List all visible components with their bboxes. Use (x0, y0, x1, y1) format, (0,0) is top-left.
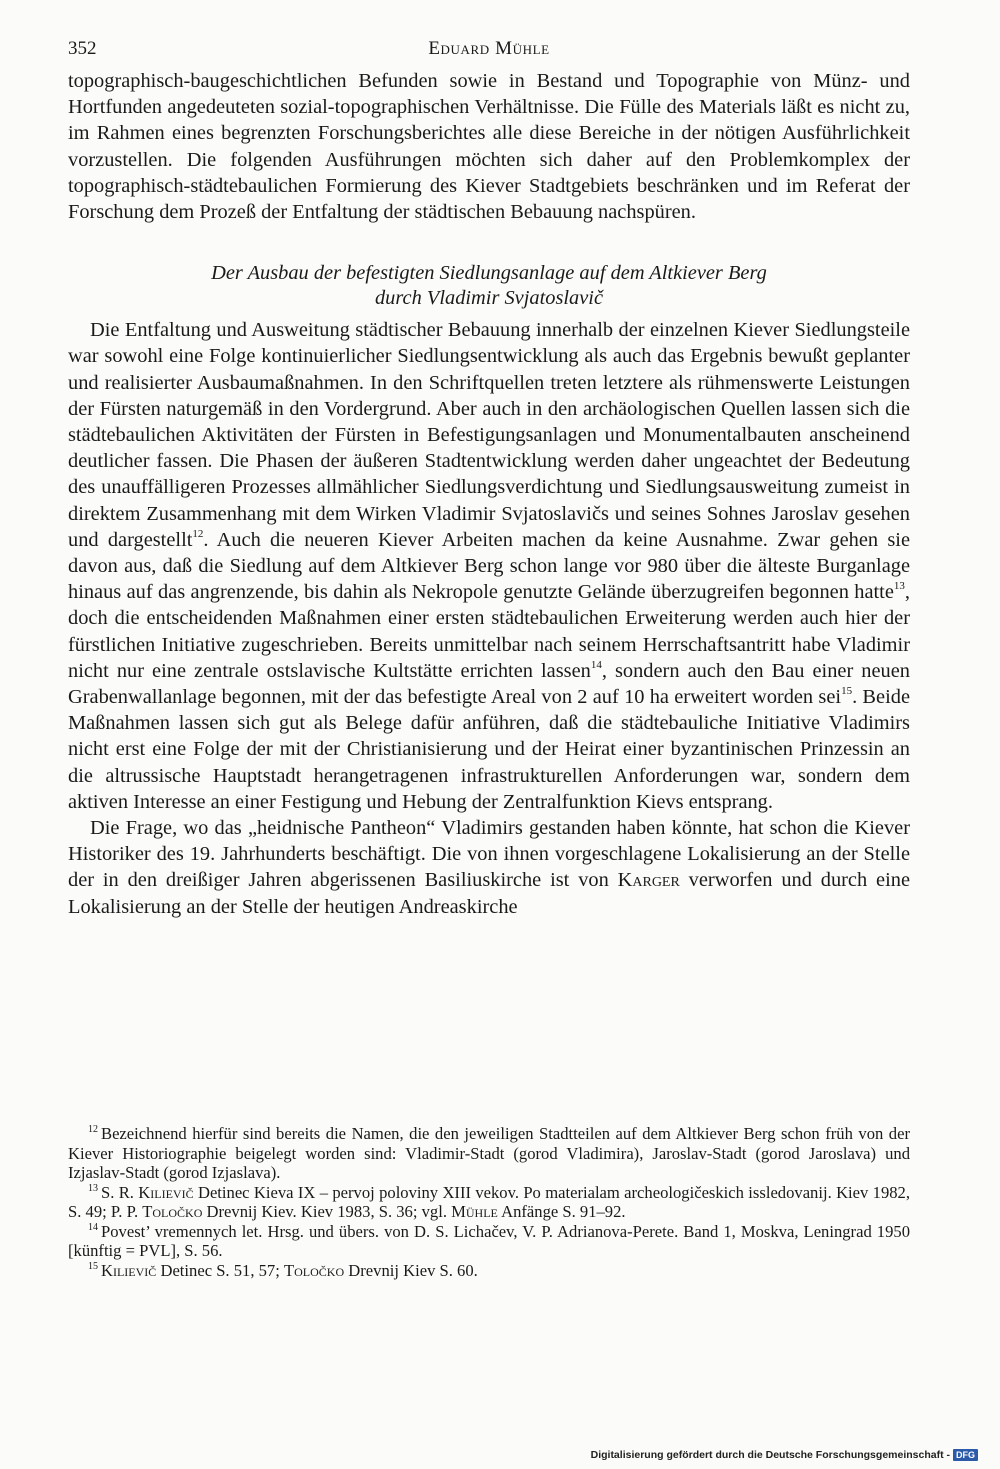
footnote-text: Anfänge S. 91–92. (497, 1202, 626, 1221)
paragraph-2-text-5: . Beide Maßnahmen lassen sich gut als Belege dafür anführen, daß die städtebauliche Initiative Vladimirs nicht erst eine Folge der mit der Christianisierung und der Heirat einer byzantinischen Prinzessin an die altrussische Hauptstadt herangetragenen infrastrukturellen Anforderungen war, sondern dem aktiven Interesse an einer Festigung und Hebung der Zentralfunktion Kievs entsprang. (68, 686, 910, 813)
author-name: Kilievič (101, 1260, 157, 1280)
digitization-credit (591, 1449, 978, 1461)
footnote-text: Povest’ vremennych let. Hrsg. und übers. von D. S. Lichačev, V. P. Adrianova-Perete. Band 1, Moskva, Leningrad 1950 [künftig = PVL], S. 56. (68, 1221, 910, 1260)
paragraph-3-text-2: verworfen und durch eine Lokalisierung an der Stelle der heutigen Andreaskirche (68, 869, 910, 918)
dfg-logo-icon: DFG (953, 1449, 978, 1461)
paragraph-3-text-1: Die Frage, wo das „heidnische Pantheon“ Vladimirs gestanden haben könnte, hat schon die Kiever Historiker des 19. Jahrhunderts beschäftigt. Die von ihnen vorgeschlagene Lokalisierung an der Stelle der in den dreißiger Jahren abgerissenen Basiliuskirche ist von (68, 817, 910, 892)
paragraph-2-text-2: . Auch die neueren Kiever Arbeiten machen da keine Ausnahme. Zwar gehen sie davon aus, daß die Siedlung auf dem Altkiever Berg schon lange vor 980 über die älteste Burganlage hinaus auf das angrenzende, bis dahin als Nekropole genutzte Gelände überzugreifen begonnen hatte (68, 528, 911, 604)
footnote-15 (68, 1261, 910, 1281)
page (68, 38, 910, 920)
footnote-ref-15[interactable]: 15 (841, 685, 853, 698)
main-text (68, 68, 910, 920)
footnote-12 (68, 1124, 910, 1183)
footnote-13 (68, 1183, 910, 1222)
footnote-ref-14[interactable]: 14 (590, 659, 602, 672)
footnote-mark: 12 (88, 1124, 98, 1135)
credit-text: Digitalisierung gefördert durch die Deutsche Forschungsgemeinschaft - (590, 1449, 950, 1461)
author-name: Mühle (451, 1202, 498, 1221)
footnote-14 (68, 1222, 910, 1261)
footnote-mark: 13 (88, 1182, 98, 1194)
paragraph-3 (68, 815, 910, 920)
footnote-text: Drevnij Kiev. Kiev 1983, S. 36; vgl. (202, 1202, 452, 1221)
author-name: Toločko (283, 1260, 345, 1280)
section-heading-line-2: durch Vladimir Svjatoslavič (374, 287, 604, 310)
paragraph-2 (68, 317, 910, 815)
paragraph-2-text-3: , doch die entscheidenden Maßnahmen einer ersten städtebaulichen Erweiterung werden auch hier der fürstlichen Initiative zugeschrieben. Bereits unmittelbar nach seinem Herrschaftsantritt habe Vladimir nicht nur eine zentrale ostslavische Kultstätte errichten lassen (68, 581, 910, 682)
section-heading (68, 261, 910, 311)
footnote-text: Detinec S. 51, 57; (156, 1260, 284, 1280)
running-head (68, 38, 910, 68)
running-head-author: Eduard Mühle (428, 38, 550, 59)
paragraph-2-text-1: Die Entfaltung und Ausweitung städtischer Bebauung innerhalb der einzelnen Kiever Siedlungsteile war sowohl eine Folge kontinuierlicher Siedlungsentwicklung als auch das Ergebnis bewußt geplanter und realisierter Ausbaumaßnahmen. In den Schriftquellen treten letztere als rühmenswerte Leistungen der Fürsten naturgemäß in den Vordergrund. Aber auch in den archäologischen Quellen lassen sich die städtebaulichen Aktivitäten der Fürsten in Befestigungsanlagen und Monumentalbauten anscheinend deutlicher fassen. Die Phasen der äußeren Stadtentwicklung werden daher ungeachtet der Bedeutung des unauffälligeren Prozesses allmählicher Siedlungsverdichtung und Siedlungsausweitung zumeist in direktem Zusammenhang mit dem Wirken Vladimir Svjatoslavičs und seines Sohnes Jaroslav gesehen und dargestellt (68, 319, 910, 551)
footnote-ref-12[interactable]: 12 (192, 528, 204, 541)
intro-paragraph: topographisch-baugeschichtlichen Befunden sowie in Bestand und Topographie von Münz- und Hortfunden angedeuteten sozial-topographischen Verhältnisse. Die Fülle des Materials läßt es nicht zu, im Rahmen eines begrenzten Forschungsberichtes alle diese Bereiche in der nötigen Ausführlichkeit vorzustellen. Die folgenden Ausführungen möchten sich daher auf den Problemkomplex der topographisch-städtebaulichen Formierung des Kiever Stadtgebiets beschränken und im Referat der Forschung dem Prozeß der Entfaltung der städtischen Bebauung nachspüren. (68, 70, 910, 224)
author-name: Toločko (142, 1202, 203, 1221)
footnote-text: Bezeichnend hierfür sind bereits die Namen, die den jeweiligen Stadtteilen auf dem Altkiever Berg schon früh von der Kiever Historiographie beigelegt worden sind: Vladimir-Stadt (gorod Vladimira), Jaroslav-Stadt (gorod Jaroslava) und Izjaslav-Stadt (gorod Izjaslava). (68, 1124, 910, 1182)
footnote-mark: 15 (88, 1260, 98, 1272)
footnote-text: S. R. (101, 1182, 139, 1202)
footnote-mark: 14 (88, 1221, 98, 1233)
author-name-karger: Karger (617, 869, 680, 892)
paragraph-2-text-4: , sondern auch den Bau einer neuen Grabenwallanlage begonnen, mit der das befestigte Areal von 2 auf 10 ha erweitert worden sei (68, 659, 910, 709)
footnote-text: Drevnij Kiev S. 60. (344, 1260, 478, 1280)
page-number: 352 (68, 38, 97, 59)
author-name: Kilievič (138, 1182, 194, 1202)
section-heading-line-1: Der Ausbau der befestigten Siedlungsanlage auf dem Altkiever Berg (211, 262, 767, 285)
footnote-ref-13[interactable]: 13 (893, 580, 905, 593)
footnote-text: Detinec Kieva IX – pervoj poloviny XIII vekov. Po materialam archeologičeskich issledovanij. Kiev 1982, S. 49; P. P. (68, 1182, 911, 1221)
footnotes (68, 1124, 910, 1280)
